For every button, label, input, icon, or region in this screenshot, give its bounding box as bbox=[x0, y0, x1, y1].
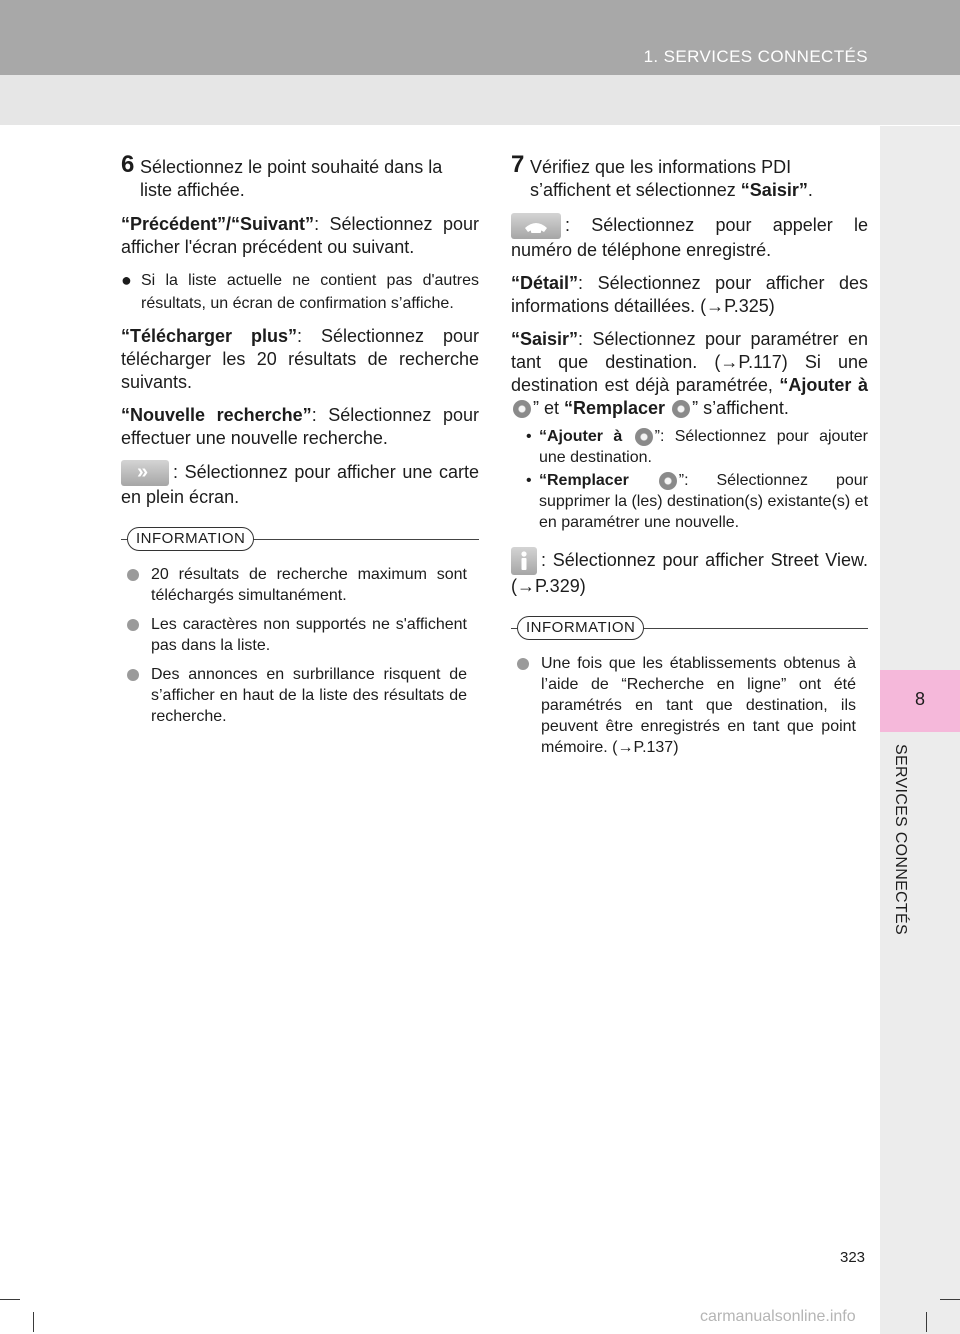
bullet-icon: • bbox=[526, 472, 532, 489]
bullet-icon: • bbox=[526, 428, 532, 445]
detail-label[interactable]: “Détail” bbox=[511, 273, 579, 293]
step-number: 6 bbox=[121, 151, 135, 178]
download-more-text: : Sélectionnez pour télécharger les 20 résultats de recherche suivants. bbox=[121, 326, 479, 392]
destination-icon bbox=[672, 400, 690, 418]
bullet-text: Si la liste actuelle ne contient pas d'autres résultats, un écran de confirmation s’affiche. bbox=[141, 272, 479, 312]
list-item: Une fois que les établissements obtenus à l’aide de “Recherche en ligne” ont été paramétrés en tant que destination, ils peuvent être enregistrés en tant que point mémoire. (→P.137) bbox=[517, 653, 856, 758]
chapter-number: 8 bbox=[914, 689, 925, 709]
prev-next-text: : Sélectionnez pour afficher l'écran précédent ou suivant. bbox=[121, 214, 479, 257]
new-search-label[interactable]: “Nouvelle recherche” bbox=[121, 405, 312, 425]
chapter-side-label: SERVICES CONNECTÉS bbox=[892, 744, 909, 935]
phone-description bbox=[511, 213, 868, 262]
list-item: • “Ajouter à ”: Sélectionnez pour ajouter une destination. bbox=[526, 428, 868, 466]
add-to-label[interactable]: “Ajouter à bbox=[779, 375, 868, 395]
bullet-icon bbox=[127, 569, 139, 581]
destination-icon bbox=[513, 400, 531, 418]
chapter-tab[interactable] bbox=[880, 670, 960, 732]
saisir-label[interactable]: “Saisir” bbox=[511, 329, 579, 349]
page-number: 323 bbox=[840, 1249, 866, 1266]
bullet-icon bbox=[127, 669, 139, 681]
replace-label[interactable]: “Remplacer bbox=[564, 398, 666, 418]
step-text: Sélectionnez le point souhaité dans la liste affichée. bbox=[140, 157, 443, 200]
list-item: • “Remplacer ”: Sélectionnez pour supprimer la (les) destination(s) existante(s) et en paramétrer une nouvelle. bbox=[526, 472, 869, 531]
crop-mark bbox=[940, 1299, 960, 1300]
saisir-label[interactable]: “Saisir” bbox=[740, 180, 808, 200]
right-column bbox=[511, 151, 869, 766]
add-to-label[interactable]: “Ajouter à bbox=[539, 428, 623, 445]
info-icon[interactable] bbox=[511, 547, 537, 575]
download-more-label[interactable]: “Télécharger plus” bbox=[121, 326, 297, 346]
crop-mark bbox=[33, 1312, 34, 1332]
list-item: Les caractères non supportés ne s'affichent pas dans la liste. bbox=[127, 614, 467, 656]
replace-label[interactable]: “Remplacer bbox=[539, 472, 629, 489]
bullet-icon: ● bbox=[121, 270, 132, 290]
download-more-description bbox=[121, 325, 479, 394]
information-panel bbox=[121, 530, 479, 727]
detail-text: : Sélectionnez pour afficher des informations détaillées. (→P.325) bbox=[511, 273, 868, 316]
information-label: INFORMATION bbox=[127, 527, 254, 551]
phone-text: : Sélectionnez pour appeler le numéro de téléphone enregistré. bbox=[511, 214, 868, 260]
header-subband bbox=[0, 75, 960, 125]
street-view-description bbox=[511, 547, 868, 598]
left-column bbox=[121, 151, 479, 735]
step-7: 7 Vérifiez que les informations PDI s’affichent et sélectionnez “Saisir”. bbox=[511, 151, 813, 200]
information-label: INFORMATION bbox=[517, 616, 644, 640]
watermark: carmanualsonline.info bbox=[700, 1308, 856, 1325]
section-title: 1. SERVICES CONNECTÉS bbox=[643, 47, 868, 66]
saisir-description: “Saisir”: Sélectionnez pour paramétrer en tant que destination. (→P.117) Si une destination est déjà paramétrée, “Ajouter à ” et “Remplacer ” s’affichent. bbox=[511, 329, 868, 418]
crop-mark bbox=[926, 1312, 927, 1332]
prev-next-description bbox=[121, 213, 479, 259]
phone-icon[interactable] bbox=[511, 213, 561, 239]
crop-mark bbox=[0, 1299, 20, 1300]
list-item: 20 résultats de recherche maximum sont téléchargés simultanément. bbox=[127, 564, 467, 606]
new-search-description bbox=[121, 404, 479, 450]
destination-icon bbox=[635, 428, 653, 446]
fullscreen-description bbox=[121, 460, 479, 509]
list-item: Des annonces en surbrillance risquent de s’afficher en haut de la liste des résultats de recherche. bbox=[127, 664, 467, 727]
list-item bbox=[121, 269, 479, 315]
bullet-icon bbox=[127, 619, 139, 631]
step-number: 7 bbox=[511, 151, 525, 178]
information-panel bbox=[511, 619, 868, 758]
prev-next-label[interactable]: “Précédent”/“Suivant” bbox=[121, 214, 315, 234]
bullet-icon bbox=[517, 658, 529, 670]
detail-description bbox=[511, 272, 868, 318]
fullscreen-forward-icon[interactable]: » bbox=[121, 460, 169, 486]
fullscreen-text: : Sélectionnez pour afficher une carte en plein écran. bbox=[121, 461, 479, 507]
street-view-text: : Sélectionnez pour afficher Street View. (→P.329) bbox=[511, 549, 868, 596]
step-6 bbox=[121, 151, 479, 202]
destination-icon bbox=[659, 472, 677, 490]
new-search-text: : Sélectionnez pour effectuer une nouvelle recherche. bbox=[121, 405, 479, 448]
